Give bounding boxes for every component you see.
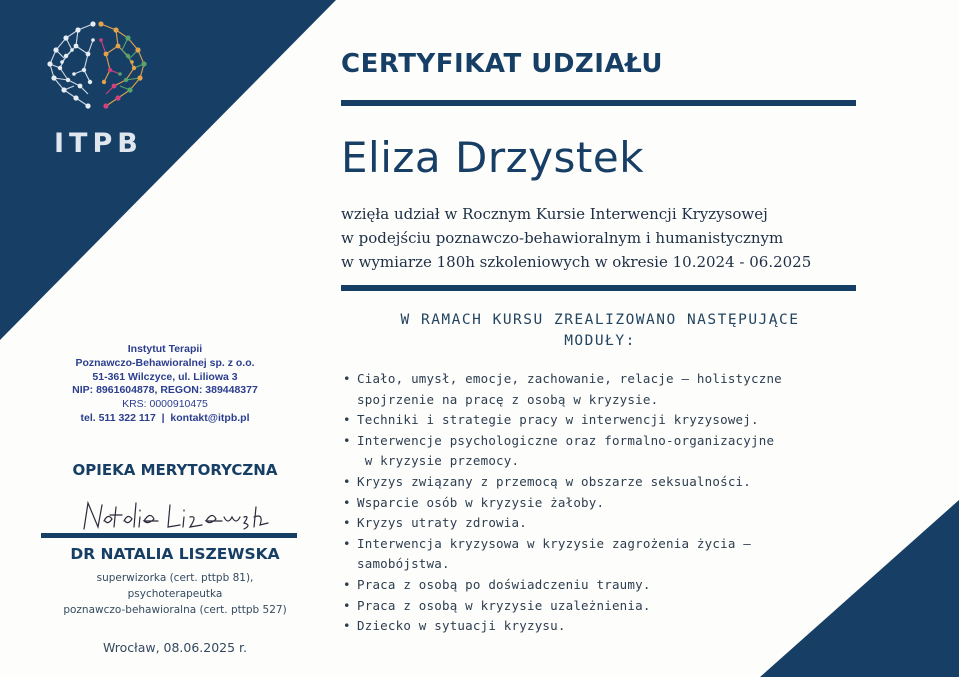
module-item: • Praca z osobą po doświadczeniu traumy. [341,575,837,596]
supervisor-credentials [30,570,320,618]
description-divider [341,285,856,291]
description-line: w wymiarze 180h szkoleniowych w okresie 10.2024 - 06.2025 [341,253,812,271]
signature-image [72,495,272,535]
supervisor-name: DR NATALIA LISZEWSKA [70,545,280,563]
module-item: • Wsparcie osób w kryzysie żałoby. [341,493,837,514]
place-and-date: Wrocław, 08.06.2025 r. [102,640,248,655]
institute-krs: KRS: 0000910475 [122,398,208,411]
institute-ids: NIP: 8961604878, REGON: 389448377 [72,384,258,397]
recipient-name: Eliza Drzystek [341,133,645,182]
supervision-heading: OPIEKA MERYTORYCZNA [72,461,278,479]
module-item: • Ciało, umysł, emocje, zachowanie, relacje – holistyczne spojrzenie na pracę z osobą w kryzysie. [341,369,837,410]
title-divider [341,100,856,106]
modules-heading [330,310,870,352]
brain-network-icon [38,16,156,116]
module-item: • Praca z osobą w kryzysie uzależnienia. [341,596,837,617]
module-item: • Interwencje psychologiczne oraz formalno-organizacyjne w kryzysie przemocy. [341,431,837,472]
module-item: • Kryzys utraty zdrowia. [341,513,837,534]
module-item: • Interwencja kryzysowa w kryzysie zagrożenia życia – samobójstwa. [341,534,837,575]
institute-contact: tel. 511 322 117 | kontakt@itpb.pl [80,411,250,424]
institute-address: 51-361 Wilczyce, ul. Liliowa 3 [92,370,238,383]
module-item: • Techniki i strategie pracy w interwencji kryzysowej. [341,410,837,431]
description-line: w podejściu poznawczo-behawioralnym i humanistycznym [341,229,784,247]
credential-line: superwizorka (cert. pttpb 81), [96,572,254,584]
module-item: • Dziecko w sytuacji kryzysu. [341,616,837,637]
modules-list [341,369,837,637]
description-line: wzięła udział w Rocznym Kursie Interwencji Kryzysowej [341,205,768,223]
certificate-description [341,202,811,274]
logo-text: ITPB [54,128,143,159]
modules-heading-line: MODUŁY: [564,333,636,349]
institute-name-line: Poznawczo-Behawioralnej sp. z o.o. [75,356,255,369]
institute-name-line: Instytut Terapii [127,343,203,355]
institute-stamp [40,343,290,426]
credential-line: psychoterapeutka [127,588,223,600]
signature-line [41,533,297,538]
modules-heading-line: W RAMACH KURSU ZREALIZOWANO NASTĘPUJĄCE [400,312,800,328]
credential-line: poznawczo-behawioralna (cert. pttpb 527) [63,604,287,616]
certificate-title: CERTYFIKAT UDZIAŁU [341,49,663,79]
module-item: • Kryzys związany z przemocą w obszarze seksualności. [341,472,837,493]
